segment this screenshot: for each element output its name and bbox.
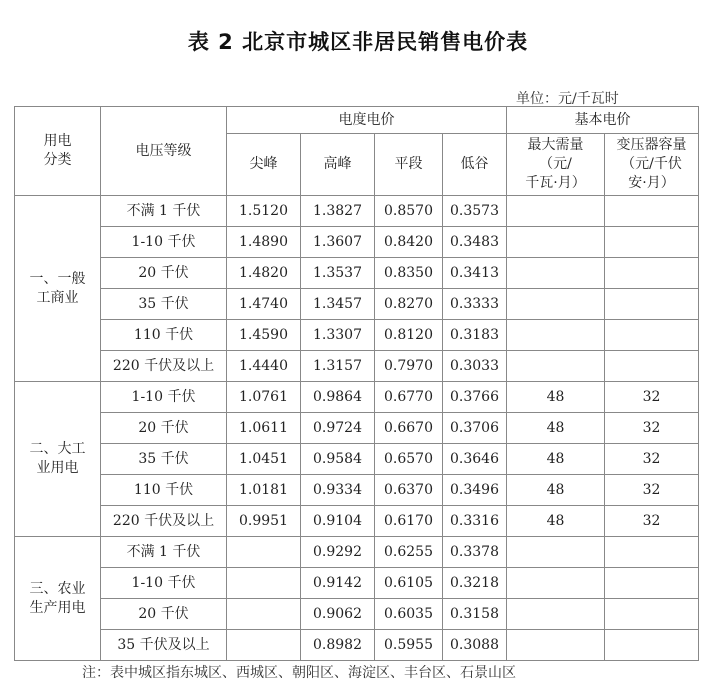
table-row xyxy=(15,351,699,382)
table-row xyxy=(15,537,699,568)
cell-valley: 0.3646 xyxy=(443,444,507,475)
cell-valley: 0.3573 xyxy=(443,196,507,227)
cell-valley: 0.3158 xyxy=(443,599,507,630)
cell-peak-sharp xyxy=(227,599,301,630)
cell-max-demand xyxy=(507,320,605,351)
cell-peak-sharp: 1.0451 xyxy=(227,444,301,475)
cell-max-demand xyxy=(507,351,605,382)
cell-peak: 1.3537 xyxy=(301,258,375,289)
cell-max-demand: 48 xyxy=(507,413,605,444)
cell-voltage: 220 千伏及以上 xyxy=(101,506,227,537)
cell-transformer xyxy=(605,599,699,630)
cell-voltage: 35 千伏 xyxy=(101,444,227,475)
table-row xyxy=(15,227,699,258)
cell-peak: 1.3607 xyxy=(301,227,375,258)
cell-voltage: 35 千伏及以上 xyxy=(101,630,227,661)
cell-valley: 0.3316 xyxy=(443,506,507,537)
cell-voltage: 不满 1 千伏 xyxy=(101,537,227,568)
cell-transformer xyxy=(605,537,699,568)
cell-flat: 0.7970 xyxy=(375,351,443,382)
header-max-demand-text: 最大需量 （元/ 千瓦·月） xyxy=(525,137,586,191)
cell-max-demand xyxy=(507,289,605,320)
cell-peak-sharp: 1.4820 xyxy=(227,258,301,289)
cell-valley: 0.3033 xyxy=(443,351,507,382)
cell-peak-sharp xyxy=(227,630,301,661)
table-row xyxy=(15,599,699,630)
header-category-text: 用电 分类 xyxy=(43,133,72,168)
header-peak-sharp: 尖峰 xyxy=(227,134,301,196)
cell-peak-sharp: 1.4740 xyxy=(227,289,301,320)
cell-max-demand xyxy=(507,537,605,568)
cell-peak-sharp: 1.0611 xyxy=(227,413,301,444)
cell-peak-sharp: 1.0181 xyxy=(227,475,301,506)
cell-transformer: 32 xyxy=(605,444,699,475)
cell-voltage: 20 千伏 xyxy=(101,258,227,289)
cell-max-demand xyxy=(507,568,605,599)
header-valley: 低谷 xyxy=(443,134,507,196)
cell-peak-sharp: 1.0761 xyxy=(227,382,301,413)
cell-peak: 1.3307 xyxy=(301,320,375,351)
cell-peak: 1.3827 xyxy=(301,196,375,227)
header-transformer xyxy=(605,134,699,196)
table-row xyxy=(15,258,699,289)
cell-max-demand xyxy=(507,599,605,630)
cell-transformer xyxy=(605,258,699,289)
cell-peak-sharp xyxy=(227,537,301,568)
cell-peak-sharp: 1.4440 xyxy=(227,351,301,382)
cell-valley: 0.3766 xyxy=(443,382,507,413)
cell-valley: 0.3413 xyxy=(443,258,507,289)
cell-peak: 0.8982 xyxy=(301,630,375,661)
footnote: 注：表中城区指东城区、西城区、朝阳区、海淀区、丰台区、石景山区 xyxy=(82,665,516,681)
header-peak: 高峰 xyxy=(301,134,375,196)
cell-flat: 0.6035 xyxy=(375,599,443,630)
header-flat: 平段 xyxy=(375,134,443,196)
cell-voltage: 20 千伏 xyxy=(101,413,227,444)
cell-max-demand: 48 xyxy=(507,475,605,506)
cell-transformer xyxy=(605,568,699,599)
header-max-demand xyxy=(507,134,605,196)
cell-flat: 0.8420 xyxy=(375,227,443,258)
header-voltage: 电压等级 xyxy=(101,107,227,196)
cell-voltage: 不满 1 千伏 xyxy=(101,196,227,227)
tariff-table xyxy=(14,106,699,661)
cell-flat: 0.6770 xyxy=(375,382,443,413)
category-label: 二、大工 业用电 xyxy=(29,441,86,476)
category-label: 三、农业 生产用电 xyxy=(29,580,86,616)
cell-peak-sharp: 1.4890 xyxy=(227,227,301,258)
table-row xyxy=(15,413,699,444)
header-transformer-text: 变压器容量 （元/千伏 安·月） xyxy=(616,137,687,191)
cell-peak: 0.9584 xyxy=(301,444,375,475)
table-row xyxy=(15,506,699,537)
cell-valley: 0.3333 xyxy=(443,289,507,320)
category-label: 一、一般 工商业 xyxy=(29,270,86,306)
cell-valley: 0.3496 xyxy=(443,475,507,506)
cell-valley: 0.3378 xyxy=(443,537,507,568)
cell-transformer xyxy=(605,289,699,320)
cell-flat: 0.8270 xyxy=(375,289,443,320)
cell-max-demand: 48 xyxy=(507,382,605,413)
cell-flat: 0.6570 xyxy=(375,444,443,475)
cell-transformer: 32 xyxy=(605,475,699,506)
cell-transformer xyxy=(605,196,699,227)
cell-flat: 0.6170 xyxy=(375,506,443,537)
table-row xyxy=(15,568,699,599)
table-row xyxy=(15,382,699,413)
cell-transformer xyxy=(605,630,699,661)
cell-voltage: 1-10 千伏 xyxy=(101,568,227,599)
cell-max-demand: 48 xyxy=(507,444,605,475)
cell-transformer: 32 xyxy=(605,382,699,413)
table-row xyxy=(15,630,699,661)
cell-flat: 0.6105 xyxy=(375,568,443,599)
header-category xyxy=(15,107,101,196)
category-cell xyxy=(15,537,101,661)
cell-valley: 0.3088 xyxy=(443,630,507,661)
cell-peak: 0.9724 xyxy=(301,413,375,444)
cell-max-demand xyxy=(507,630,605,661)
cell-peak-sharp xyxy=(227,568,301,599)
table-row xyxy=(15,475,699,506)
cell-transformer: 32 xyxy=(605,413,699,444)
cell-peak-sharp: 1.5120 xyxy=(227,196,301,227)
cell-flat: 0.8350 xyxy=(375,258,443,289)
cell-valley: 0.3218 xyxy=(443,568,507,599)
cell-peak: 0.9292 xyxy=(301,537,375,568)
cell-transformer: 32 xyxy=(605,506,699,537)
cell-voltage: 110 千伏 xyxy=(101,475,227,506)
cell-peak: 1.3157 xyxy=(301,351,375,382)
cell-peak-sharp: 1.4590 xyxy=(227,320,301,351)
cell-voltage: 1-10 千伏 xyxy=(101,382,227,413)
cell-max-demand xyxy=(507,227,605,258)
cell-peak: 0.9864 xyxy=(301,382,375,413)
category-cell xyxy=(15,382,101,537)
cell-voltage: 20 千伏 xyxy=(101,599,227,630)
unit-label: 单位：元/千瓦时 xyxy=(516,91,619,107)
header-energy-price: 电度电价 xyxy=(227,107,507,134)
cell-max-demand: 48 xyxy=(507,506,605,537)
table-row xyxy=(15,289,699,320)
cell-transformer xyxy=(605,227,699,258)
cell-peak: 0.9062 xyxy=(301,599,375,630)
table-row xyxy=(15,196,699,227)
table-row xyxy=(15,444,699,475)
table-row xyxy=(15,320,699,351)
cell-max-demand xyxy=(507,196,605,227)
table-body xyxy=(15,196,699,661)
cell-transformer xyxy=(605,320,699,351)
cell-max-demand xyxy=(507,258,605,289)
cell-peak: 1.3457 xyxy=(301,289,375,320)
cell-peak-sharp: 0.9951 xyxy=(227,506,301,537)
cell-flat: 0.8120 xyxy=(375,320,443,351)
cell-voltage: 35 千伏 xyxy=(101,289,227,320)
header-basic-price: 基本电价 xyxy=(507,107,699,134)
table-title: 表 2 北京市城区非居民销售电价表 xyxy=(187,30,529,54)
cell-peak: 0.9334 xyxy=(301,475,375,506)
cell-voltage: 220 千伏及以上 xyxy=(101,351,227,382)
cell-peak: 0.9142 xyxy=(301,568,375,599)
cell-flat: 0.6670 xyxy=(375,413,443,444)
cell-flat: 0.8570 xyxy=(375,196,443,227)
cell-flat: 0.6370 xyxy=(375,475,443,506)
cell-transformer xyxy=(605,351,699,382)
cell-valley: 0.3483 xyxy=(443,227,507,258)
category-cell xyxy=(15,196,101,382)
cell-peak: 0.9104 xyxy=(301,506,375,537)
cell-flat: 0.5955 xyxy=(375,630,443,661)
cell-valley: 0.3183 xyxy=(443,320,507,351)
cell-voltage: 1-10 千伏 xyxy=(101,227,227,258)
cell-valley: 0.3706 xyxy=(443,413,507,444)
cell-flat: 0.6255 xyxy=(375,537,443,568)
cell-voltage: 110 千伏 xyxy=(101,320,227,351)
